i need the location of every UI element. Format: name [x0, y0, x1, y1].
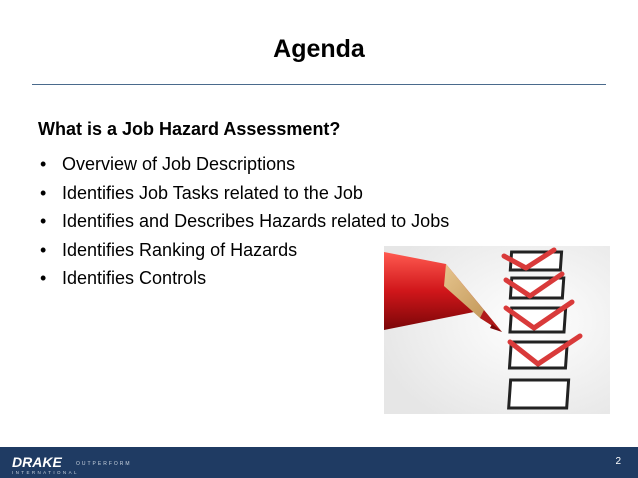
svg-text:INTERNATIONAL: INTERNATIONAL	[12, 470, 79, 475]
title-divider	[32, 84, 606, 85]
svg-text:OUTPERFORM: OUTPERFORM	[76, 461, 132, 467]
list-item: • Identifies Controls	[40, 268, 207, 288]
page-number: 2	[615, 456, 621, 467]
footer-bar	[0, 447, 638, 478]
red-pencil-checklist-icon	[384, 246, 610, 414]
section-heading: What is a Job Hazard Assessment?	[38, 119, 341, 139]
slide-title: Agenda	[273, 35, 365, 63]
list-item: • Overview of Job Descriptions	[40, 154, 296, 174]
list-item: • Identifies Job Tasks related to the Job	[40, 182, 363, 203]
list-item: • Identifies Ranking of Hazards	[40, 239, 298, 260]
list-item: • Identifies and Describes Hazards related to Jobs	[40, 211, 450, 231]
drake-logo	[12, 453, 152, 475]
svg-text:DRAKE: DRAKE	[12, 454, 62, 470]
